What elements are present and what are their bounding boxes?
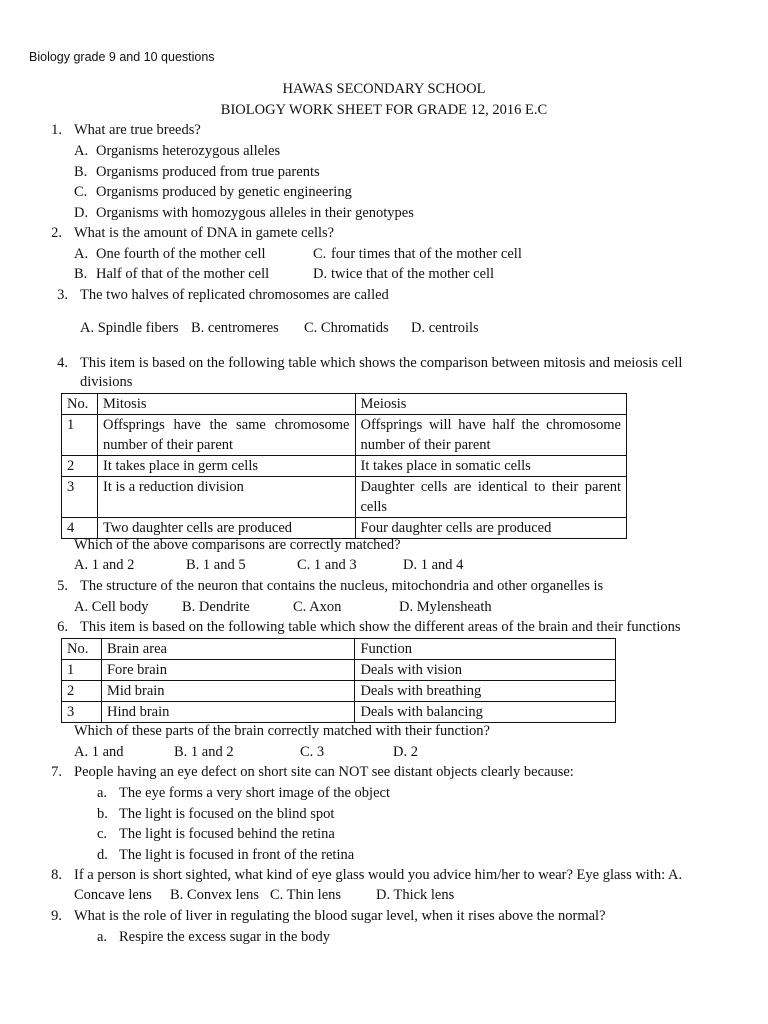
table-cell: 2 <box>62 681 102 702</box>
option-text: One fourth of the mother cell <box>96 246 266 262</box>
table-cell: 3 <box>62 477 98 518</box>
question-text: What is the amount of DNA in gamete cells? <box>74 225 335 241</box>
question-followup: Which of these parts of the brain correctly matched with their function? <box>74 723 490 739</box>
option: C. 3 <box>300 744 325 760</box>
table-cell: Hind brain <box>101 702 354 723</box>
option-letter: B. <box>74 164 88 180</box>
option: D. Thick lens <box>376 887 455 903</box>
table-header-row <box>62 394 627 415</box>
option-letter: a. <box>97 929 108 945</box>
table-header: Brain area <box>101 639 354 660</box>
question-text: The two halves of replicated chromosomes are called <box>80 287 389 303</box>
table-cell: It takes place in germ cells <box>97 456 355 477</box>
question-text: What are true breeds? <box>74 122 201 138</box>
table-cell: Mid brain <box>101 681 354 702</box>
option: A. Spindle fibers <box>80 320 179 336</box>
option-letter: A. <box>74 143 89 159</box>
table-cell: Two daughter cells are produced <box>97 518 355 539</box>
option-text: The light is focused on the blind spot <box>119 806 335 822</box>
option-text: Organisms produced by genetic engineering <box>96 184 352 200</box>
table-row <box>62 456 627 477</box>
option-letter: c. <box>97 826 108 842</box>
question-text: The structure of the neuron that contains the nucleus, mitochondria and other organelles is <box>80 578 604 594</box>
option-text: Organisms with homozygous alleles in their genotypes <box>96 205 414 221</box>
table-row <box>62 415 627 456</box>
table-header: Mitosis <box>97 394 355 415</box>
option-letter: C. <box>74 184 88 200</box>
question-number: 5. <box>57 578 68 594</box>
table-cell: 3 <box>62 702 102 723</box>
table-cell: Deals with breathing <box>355 681 616 702</box>
option-letter: D. <box>74 205 89 221</box>
option-letter: a. <box>97 785 108 801</box>
question-text: What is the role of liver in regulating the blood sugar level, when it rises above the normal? <box>74 908 606 924</box>
table-row <box>62 477 627 518</box>
option-text: The eye forms a very short image of the object <box>119 785 390 801</box>
question-followup: Which of the above comparisons are correctly matched? <box>74 537 401 553</box>
table-cell: 1 <box>62 415 98 456</box>
option: D. 2 <box>393 744 418 760</box>
table-cell: Four daughter cells are produced <box>355 518 627 539</box>
option: A. 1 and <box>74 744 124 760</box>
table-cell: It takes place in somatic cells <box>355 456 627 477</box>
question-text: This item is based on the following table which show the different areas of the brain and their functions <box>80 619 681 635</box>
question-number: 8. <box>51 867 62 883</box>
table-cell: Deals with vision <box>355 660 616 681</box>
question-number: 6. <box>57 619 68 635</box>
table-cell: Offsprings have the same chromosome number of their parent <box>97 415 355 456</box>
table-header: No. <box>62 639 102 660</box>
option: B. 1 and 2 <box>174 744 234 760</box>
table-cell: Fore brain <box>101 660 354 681</box>
option-letter: b. <box>97 806 108 822</box>
question-number: 2. <box>51 225 62 241</box>
option: B. centromeres <box>191 320 279 336</box>
table-row <box>62 681 616 702</box>
table-cell: 1 <box>62 660 102 681</box>
option: B. Dendrite <box>182 599 250 615</box>
option: C. Thin lens <box>270 887 342 903</box>
table-row <box>62 702 616 723</box>
brain-areas-table <box>61 638 616 723</box>
question-text: People having an eye defect on short site can NOT see distant objects clearly because: <box>74 764 574 780</box>
option-text: Organisms heterozygous alleles <box>96 143 281 159</box>
option-text: Half of that of the mother cell <box>96 266 270 282</box>
option-letter: C. <box>313 246 327 262</box>
question-text: This item is based on the following table which shows the comparison between mitosis and meiosis cell <box>80 355 683 371</box>
table-header: Function <box>355 639 616 660</box>
question-number: 9. <box>51 908 62 924</box>
worksheet-title: BIOLOGY WORK SHEET FOR GRADE 12, 2016 E.C <box>220 102 548 118</box>
option-text: Respire the excess sugar in the body <box>119 929 331 945</box>
question-text: If a person is short sighted, what kind of eye glass would you advice him/her to wear? Eye glass with: A. <box>74 867 683 883</box>
table-row <box>62 660 616 681</box>
option: D. 1 and 4 <box>403 557 464 573</box>
table-header: Meiosis <box>355 394 627 415</box>
option-letter: B. <box>74 266 88 282</box>
option: B. 1 and 5 <box>186 557 246 573</box>
option: D. Mylensheath <box>399 599 492 615</box>
option-text: four times that of the mother cell <box>331 246 522 262</box>
option: A. Cell body <box>74 599 149 615</box>
option: C. Chromatids <box>304 320 389 336</box>
table-cell: It is a reduction division <box>97 477 355 518</box>
option: D. centroils <box>411 320 479 336</box>
option: C. Axon <box>293 599 342 615</box>
question-number: 4. <box>57 355 68 371</box>
question-number: 3. <box>57 287 68 303</box>
option-text: The light is focused in front of the retina <box>119 847 355 863</box>
option: Concave lens <box>74 887 152 903</box>
option: C. 1 and 3 <box>297 557 357 573</box>
table-header: No. <box>62 394 98 415</box>
school-name: HAWAS SECONDARY SCHOOL <box>282 81 486 97</box>
table-row <box>62 518 627 539</box>
mitosis-meiosis-table <box>61 393 627 539</box>
table-header-row <box>62 639 616 660</box>
table-cell: Deals with balancing <box>355 702 616 723</box>
table-cell: Offsprings will have half the chromosome number of their parent <box>355 415 627 456</box>
option-letter: A. <box>74 246 89 262</box>
table-cell: 4 <box>62 518 98 539</box>
question-number: 1. <box>51 122 62 138</box>
option-text: Organisms produced from true parents <box>96 164 320 180</box>
option-letter: D. <box>313 266 328 282</box>
option: A. 1 and 2 <box>74 557 135 573</box>
question-text-continued: divisions <box>80 374 133 390</box>
option-text: The light is focused behind the retina <box>119 826 335 842</box>
option: B. Convex lens <box>170 887 260 903</box>
option-letter: d. <box>97 847 108 863</box>
table-cell: 2 <box>62 456 98 477</box>
option-text: twice that of the mother cell <box>331 266 495 282</box>
page-header-note: Biology grade 9 and 10 questions <box>29 50 215 64</box>
question-number: 7. <box>51 764 62 780</box>
table-cell: Daughter cells are identical to their parent cells <box>355 477 627 518</box>
